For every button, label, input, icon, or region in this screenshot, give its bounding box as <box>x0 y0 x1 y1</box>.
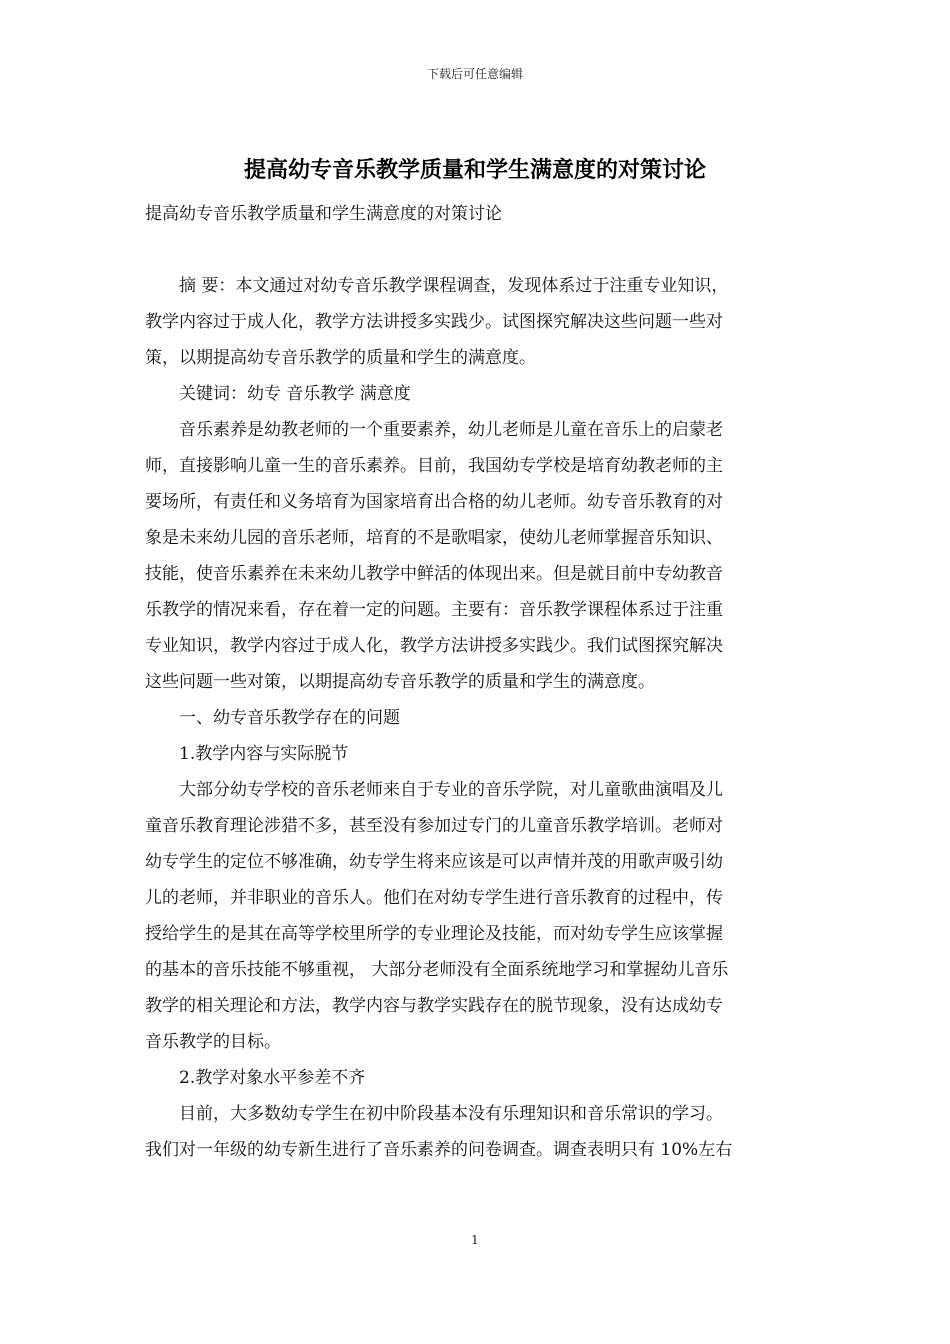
text-line: 音乐素养是幼教老师的一个重要素养，幼儿老师是儿童在音乐上的启蒙老 <box>179 420 723 440</box>
text-line: 授给学生的是其在高等学校里所学的专业理论及技能，而对幼专学生应该掌握 <box>145 924 723 944</box>
document-title: 提高幼专音乐教学质量和学生满意度的对策讨论 <box>243 157 706 183</box>
subtitle: 提高幼专音乐教学质量和学生满意度的对策讨论 <box>145 204 502 224</box>
blank-line <box>145 232 805 268</box>
text-line: 关键词：幼专 音乐教学 满意度 <box>179 384 411 404</box>
text-line: 象是未来幼儿园的音乐老师，培育的不是歌唱家，使幼儿老师掌握音乐知识、 <box>145 528 723 548</box>
text-line: 1.教学内容与实际脱节 <box>179 744 349 764</box>
document-body <box>145 196 805 1168</box>
text-line: 师，直接影响儿童一生的音乐素养。目前，我国幼专学校是培育幼教老师的主 <box>145 456 723 476</box>
text-line: 2.教学对象水平参差不齐 <box>179 1068 366 1088</box>
text-line: 的基本的音乐技能不够重视， 大部分老师没有全面系统地学习和掌握幼儿音乐 <box>145 960 729 980</box>
text-line: 我们对一年级的幼专新生进行了音乐素养的问卷调查。调查表明只有 10%左右 <box>145 1140 733 1160</box>
text-line: 乐教学的情况来看，存在着一定的问题。主要有：音乐教学课程体系过于注重 <box>145 600 723 620</box>
text-line: 教学内容过于成人化，教学方法讲授多实践少。试图探究解决这些问题一些对 <box>145 312 723 332</box>
text-line: 专业知识，教学内容过于成人化，教学方法讲授多实践少。我们试图探究解决 <box>145 636 723 656</box>
page-number: 1 <box>471 1233 479 1247</box>
text-line: 技能，使音乐素养在未来幼儿教学中鲜活的体现出来。但是就目前中专幼教音 <box>145 564 723 584</box>
text-line: 要场所，有责任和义务培育为国家培育出合格的幼儿老师。幼专音乐教育的对 <box>145 492 723 512</box>
text-line: 教学的相关理论和方法，教学内容与教学实践存在的脱节现象，没有达成幼专 <box>145 996 723 1016</box>
text-line: 这些问题一些对策，以期提高幼专音乐教学的质量和学生的满意度。 <box>145 672 655 692</box>
body-text <box>145 268 805 1168</box>
page-header: 下载后可任意编辑 <box>426 67 523 81</box>
text-line: 目前，大多数幼专学生在初中阶段基本没有乐理知识和音乐常识的学习。 <box>179 1104 723 1124</box>
text-line: 摘 要：本文通过对幼专音乐教学课程调查，发现体系过于注重专业知识， <box>179 276 729 296</box>
text-line: 儿的老师，并非职业的音乐人。他们在对幼专学生进行音乐教育的过程中，传 <box>145 888 723 908</box>
text-line: 大部分幼专学校的音乐老师来自于专业的音乐学院，对儿童歌曲演唱及儿 <box>179 780 723 800</box>
text-line: 一、幼专音乐教学存在的问题 <box>179 708 400 728</box>
text-line: 音乐教学的目标。 <box>145 1032 281 1052</box>
text-line: 童音乐教育理论涉猎不多，甚至没有参加过专门的儿童音乐教学培训。老师对 <box>145 816 723 836</box>
text-line: 策，以期提高幼专音乐教学的质量和学生的满意度。 <box>145 348 536 368</box>
text-line: 幼专学生的定位不够准确，幼专学生将来应该是可以声情并茂的用歌声吸引幼 <box>145 852 723 872</box>
